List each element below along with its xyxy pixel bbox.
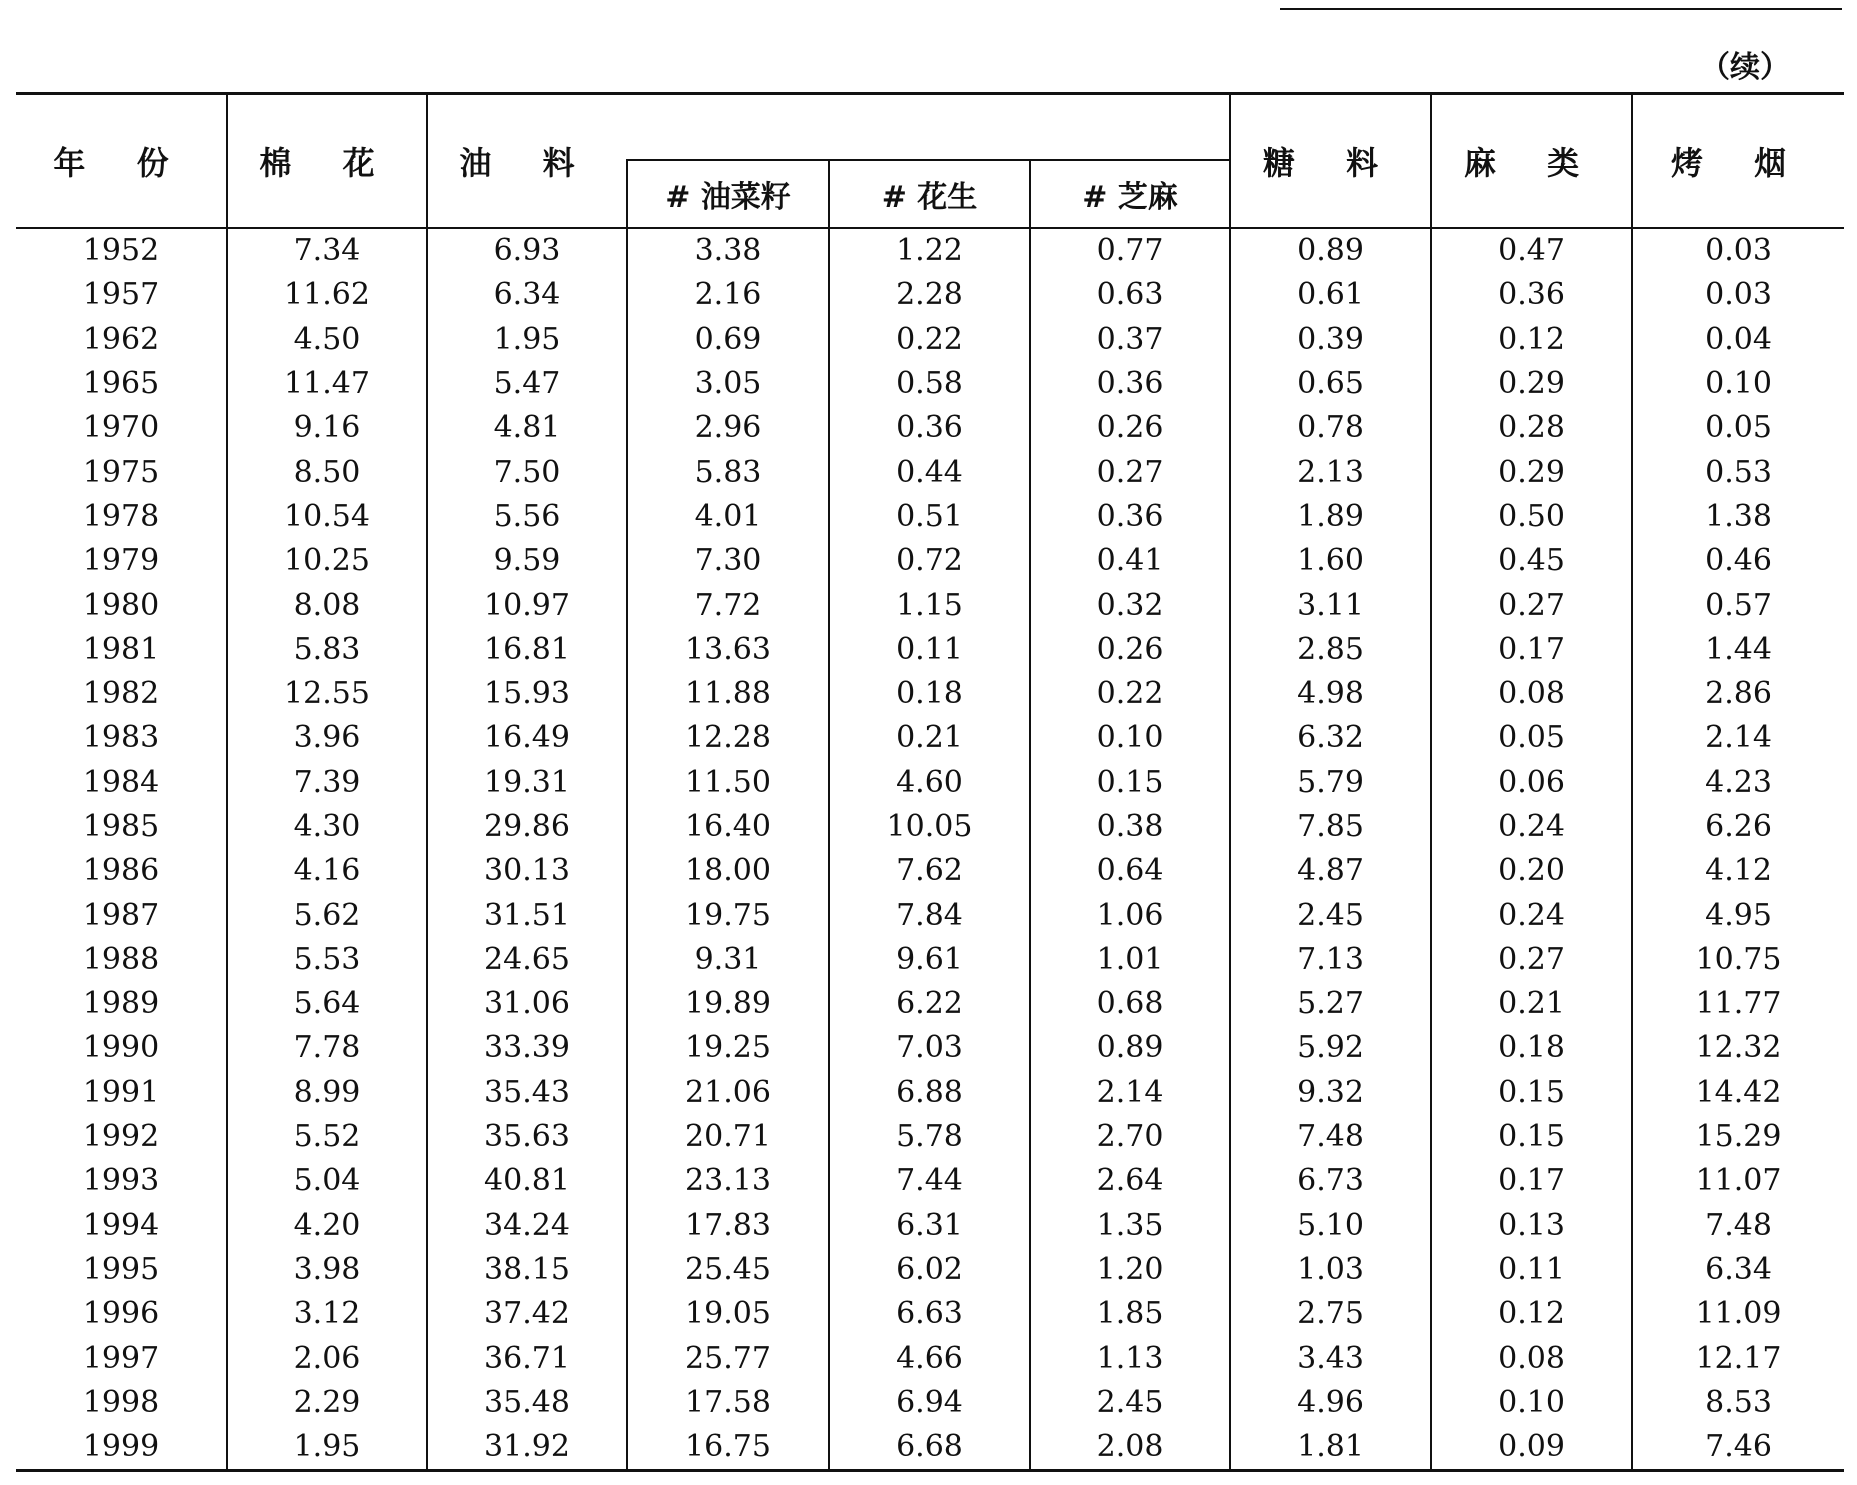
- cell-year: 1962: [82, 321, 160, 357]
- cell-year: 1983: [82, 720, 160, 756]
- cell-rapeseed: 17.83: [627, 1204, 829, 1248]
- cell-sesame: 0.41: [1030, 539, 1230, 583]
- table-row: [16, 1292, 1844, 1336]
- cell-sugar-crops: 5.92: [1230, 1026, 1431, 1070]
- cell-peanut: 6.88: [829, 1071, 1030, 1115]
- cell-flue-cured-tobacco: 7.48: [1632, 1204, 1844, 1248]
- table-row: [16, 938, 1844, 982]
- cell-peanut: 0.18: [829, 672, 1030, 716]
- cell-peanut: 0.44: [829, 450, 1030, 494]
- cell-flue-cured-tobacco: 6.26: [1632, 805, 1844, 849]
- cell-year: 1980: [82, 587, 160, 623]
- cell-year: 1986: [82, 853, 160, 889]
- cell-sugar-crops: 1.89: [1230, 495, 1431, 539]
- cell-rapeseed: 11.88: [627, 672, 829, 716]
- table-row: [16, 1204, 1844, 1248]
- header-peanut: # 花生: [829, 160, 1030, 228]
- table-row: [16, 318, 1844, 362]
- cell-cotton: 8.08: [227, 583, 427, 627]
- cell-peanut: 0.36: [829, 406, 1030, 450]
- cell-rapeseed: 11.50: [627, 761, 829, 805]
- cell-sugar-crops: 7.85: [1230, 805, 1431, 849]
- cell-rapeseed: 18.00: [627, 849, 829, 893]
- cell-flue-cured-tobacco: 8.53: [1632, 1381, 1844, 1425]
- cell-oilseeds: 24.65: [427, 938, 627, 982]
- cell-rapeseed: 2.16: [627, 273, 829, 317]
- cell-cotton: 11.62: [227, 273, 427, 317]
- cell-sugar-crops: 0.61: [1230, 273, 1431, 317]
- table-row: [16, 583, 1844, 627]
- cell-cotton: 7.34: [227, 228, 427, 273]
- cell-flue-cured-tobacco: 4.12: [1632, 849, 1844, 893]
- header-hemp: 麻 类: [1431, 94, 1632, 229]
- cell-cotton: 8.99: [227, 1071, 427, 1115]
- cell-oilseeds: 4.81: [427, 406, 627, 450]
- table-row: [16, 1381, 1844, 1425]
- cell-oilseeds: 1.95: [427, 318, 627, 362]
- cell-hemp: 0.27: [1431, 583, 1632, 627]
- cell-sugar-crops: 3.43: [1230, 1336, 1431, 1380]
- cell-flue-cured-tobacco: 0.57: [1632, 583, 1844, 627]
- cell-cotton: 4.30: [227, 805, 427, 849]
- cell-sesame: 0.68: [1030, 982, 1230, 1026]
- table-row: [16, 450, 1844, 494]
- cell-peanut: 6.22: [829, 982, 1030, 1026]
- cell-flue-cured-tobacco: 1.44: [1632, 628, 1844, 672]
- cell-sesame: 0.22: [1030, 672, 1230, 716]
- cell-sugar-crops: 7.13: [1230, 938, 1431, 982]
- continued-label: （续）: [1700, 50, 1790, 85]
- cell-peanut: 10.05: [829, 805, 1030, 849]
- cell-rapeseed: 9.31: [627, 938, 829, 982]
- cell-flue-cured-tobacco: 0.03: [1632, 228, 1844, 273]
- cell-oilseeds: 40.81: [427, 1159, 627, 1203]
- cell-year: 1988: [82, 941, 160, 977]
- cell-sugar-crops: 4.87: [1230, 849, 1431, 893]
- cell-peanut: 7.84: [829, 893, 1030, 937]
- cell-peanut: 6.63: [829, 1292, 1030, 1336]
- table-row: [16, 228, 1844, 273]
- cell-year: 1984: [82, 764, 160, 800]
- table-row: [16, 1026, 1844, 1070]
- cell-sesame: 0.89: [1030, 1026, 1230, 1070]
- cell-oilseeds: 31.06: [427, 982, 627, 1026]
- table-row: [16, 1071, 1844, 1115]
- table-row: [16, 805, 1844, 849]
- cell-year: 1989: [82, 986, 160, 1022]
- cell-oilseeds: 36.71: [427, 1336, 627, 1380]
- cell-rapeseed: 13.63: [627, 628, 829, 672]
- top-rule: [1280, 8, 1842, 10]
- cell-flue-cured-tobacco: 10.75: [1632, 938, 1844, 982]
- cell-hemp: 0.11: [1431, 1248, 1632, 1292]
- cell-flue-cured-tobacco: 11.77: [1632, 982, 1844, 1026]
- cell-oilseeds: 6.93: [427, 228, 627, 273]
- cell-sesame: 0.36: [1030, 495, 1230, 539]
- cell-hemp: 0.13: [1431, 1204, 1632, 1248]
- cell-sesame: 1.20: [1030, 1248, 1230, 1292]
- cell-oilseeds: 31.51: [427, 893, 627, 937]
- cell-sugar-crops: 6.73: [1230, 1159, 1431, 1203]
- cell-rapeseed: 16.40: [627, 805, 829, 849]
- cell-year: 1970: [82, 410, 160, 446]
- cell-year: 1991: [82, 1074, 160, 1110]
- cell-hemp: 0.24: [1431, 893, 1632, 937]
- cell-rapeseed: 4.01: [627, 495, 829, 539]
- cell-peanut: 0.72: [829, 539, 1030, 583]
- cell-peanut: 6.68: [829, 1425, 1030, 1471]
- cell-cotton: 3.12: [227, 1292, 427, 1336]
- cell-hemp: 0.24: [1431, 805, 1632, 849]
- cell-sugar-crops: 0.39: [1230, 318, 1431, 362]
- table-row: [16, 1425, 1844, 1471]
- cell-sugar-crops: 5.79: [1230, 761, 1431, 805]
- cell-cotton: 5.53: [227, 938, 427, 982]
- cell-peanut: 9.61: [829, 938, 1030, 982]
- cell-hemp: 0.18: [1431, 1026, 1632, 1070]
- cell-sesame: 0.64: [1030, 849, 1230, 893]
- cell-sesame: 0.63: [1030, 273, 1230, 317]
- cell-sugar-crops: 0.89: [1230, 228, 1431, 273]
- cell-rapeseed: 12.28: [627, 716, 829, 760]
- cell-hemp: 0.08: [1431, 672, 1632, 716]
- cell-sugar-crops: 5.10: [1230, 1204, 1431, 1248]
- cell-cotton: 10.25: [227, 539, 427, 583]
- cell-oilseeds: 5.47: [427, 362, 627, 406]
- table-row: [16, 1159, 1844, 1203]
- cell-year: 1975: [82, 454, 160, 490]
- cell-hemp: 0.05: [1431, 716, 1632, 760]
- cell-flue-cured-tobacco: 0.53: [1632, 450, 1844, 494]
- cell-hemp: 0.10: [1431, 1381, 1632, 1425]
- cell-flue-cured-tobacco: 15.29: [1632, 1115, 1844, 1159]
- table-row: [16, 982, 1844, 1026]
- cell-sesame: 2.08: [1030, 1425, 1230, 1471]
- table-row: [16, 893, 1844, 937]
- table-row: [16, 406, 1844, 450]
- cell-cotton: 5.64: [227, 982, 427, 1026]
- cell-rapeseed: 19.05: [627, 1292, 829, 1336]
- cell-oilseeds: 35.48: [427, 1381, 627, 1425]
- cell-hemp: 0.29: [1431, 450, 1632, 494]
- cell-oilseeds: 16.81: [427, 628, 627, 672]
- cell-year: 1995: [82, 1251, 160, 1287]
- cell-cotton: 5.62: [227, 893, 427, 937]
- cell-peanut: 6.31: [829, 1204, 1030, 1248]
- cell-rapeseed: 16.75: [627, 1425, 829, 1471]
- cell-rapeseed: 25.45: [627, 1248, 829, 1292]
- cell-cotton: 9.16: [227, 406, 427, 450]
- cell-peanut: 1.22: [829, 228, 1030, 273]
- cell-oilseeds: 16.49: [427, 716, 627, 760]
- cell-hemp: 0.09: [1431, 1425, 1632, 1471]
- cell-peanut: 2.28: [829, 273, 1030, 317]
- table-row: [16, 495, 1844, 539]
- cell-rapeseed: 17.58: [627, 1381, 829, 1425]
- cell-cotton: 11.47: [227, 362, 427, 406]
- cell-rapeseed: 21.06: [627, 1071, 829, 1115]
- cell-oilseeds: 37.42: [427, 1292, 627, 1336]
- header-cotton: 棉 花: [227, 94, 427, 229]
- header-sugar-crops: 糖 料: [1230, 94, 1431, 229]
- cell-peanut: 4.66: [829, 1336, 1030, 1380]
- table-row: [16, 628, 1844, 672]
- cell-rapeseed: 3.38: [627, 228, 829, 273]
- cell-sesame: 1.01: [1030, 938, 1230, 982]
- cell-sesame: 1.85: [1030, 1292, 1230, 1336]
- table-row: [16, 716, 1844, 760]
- cell-flue-cured-tobacco: 6.34: [1632, 1248, 1844, 1292]
- cell-year: 1996: [82, 1296, 160, 1332]
- cell-peanut: 0.58: [829, 362, 1030, 406]
- cell-hemp: 0.21: [1431, 982, 1632, 1026]
- cell-hemp: 0.45: [1431, 539, 1632, 583]
- cell-peanut: 4.60: [829, 761, 1030, 805]
- cell-flue-cured-tobacco: 4.23: [1632, 761, 1844, 805]
- cell-sugar-crops: 9.32: [1230, 1071, 1431, 1115]
- cell-sugar-crops: 2.75: [1230, 1292, 1431, 1336]
- header-oilseeds-breakdown: [627, 94, 1230, 161]
- cell-year: 1998: [82, 1384, 160, 1420]
- cell-year: 1994: [82, 1207, 160, 1243]
- cell-year: 1993: [82, 1163, 160, 1199]
- cell-year: 1981: [82, 631, 160, 667]
- cell-peanut: 6.94: [829, 1381, 1030, 1425]
- header-year: 年 份: [16, 94, 227, 229]
- cell-sesame: 2.70: [1030, 1115, 1230, 1159]
- cell-oilseeds: 31.92: [427, 1425, 627, 1471]
- cell-cotton: 3.98: [227, 1248, 427, 1292]
- cell-cotton: 1.95: [227, 1425, 427, 1471]
- cell-sesame: 0.77: [1030, 228, 1230, 273]
- cell-cotton: 7.78: [227, 1026, 427, 1070]
- cell-sugar-crops: 5.27: [1230, 982, 1431, 1026]
- cell-flue-cured-tobacco: 0.10: [1632, 362, 1844, 406]
- table-row: [16, 1115, 1844, 1159]
- cell-sesame: 1.35: [1030, 1204, 1230, 1248]
- table-row: [16, 672, 1844, 716]
- cell-sesame: 0.10: [1030, 716, 1230, 760]
- cell-rapeseed: 19.25: [627, 1026, 829, 1070]
- cell-year: 1985: [82, 809, 160, 844]
- cell-cotton: 5.04: [227, 1159, 427, 1203]
- table-row: [16, 1336, 1844, 1380]
- cell-peanut: 0.51: [829, 495, 1030, 539]
- cell-hemp: 0.08: [1431, 1336, 1632, 1380]
- cell-sugar-crops: 2.85: [1230, 628, 1431, 672]
- cell-cotton: 4.16: [227, 849, 427, 893]
- cell-cotton: 5.52: [227, 1115, 427, 1159]
- cell-flue-cured-tobacco: 2.86: [1632, 672, 1844, 716]
- table-row: [16, 849, 1844, 893]
- cell-sesame: 2.64: [1030, 1159, 1230, 1203]
- cell-rapeseed: 19.75: [627, 893, 829, 937]
- cell-peanut: 7.44: [829, 1159, 1030, 1203]
- cell-rapeseed: 7.30: [627, 539, 829, 583]
- cell-rapeseed: 7.72: [627, 583, 829, 627]
- cell-oilseeds: 9.59: [427, 539, 627, 583]
- header-flue-cured-tobacco: 烤 烟: [1632, 94, 1844, 229]
- cell-peanut: 7.62: [829, 849, 1030, 893]
- cell-flue-cured-tobacco: 0.03: [1632, 273, 1844, 317]
- cell-sugar-crops: 2.13: [1230, 450, 1431, 494]
- cell-year: 1990: [82, 1030, 160, 1066]
- cell-rapeseed: 5.83: [627, 450, 829, 494]
- cell-hemp: 0.12: [1431, 318, 1632, 362]
- cell-sugar-crops: 1.81: [1230, 1425, 1431, 1471]
- cell-sugar-crops: 6.32: [1230, 716, 1431, 760]
- cell-oilseeds: 35.63: [427, 1115, 627, 1159]
- cell-sesame: 0.26: [1030, 628, 1230, 672]
- cell-oilseeds: 15.93: [427, 672, 627, 716]
- crop-data-table: [16, 92, 1844, 1472]
- cell-sugar-crops: 0.65: [1230, 362, 1431, 406]
- cell-sugar-crops: 3.11: [1230, 583, 1431, 627]
- cell-cotton: 2.06: [227, 1336, 427, 1380]
- cell-oilseeds: 38.15: [427, 1248, 627, 1292]
- cell-oilseeds: 35.43: [427, 1071, 627, 1115]
- cell-oilseeds: 7.50: [427, 450, 627, 494]
- cell-rapeseed: 19.89: [627, 982, 829, 1026]
- cell-sugar-crops: 7.48: [1230, 1115, 1431, 1159]
- table-body: [16, 228, 1844, 1471]
- cell-sesame: 0.27: [1030, 450, 1230, 494]
- cell-hemp: 0.27: [1431, 938, 1632, 982]
- cell-year: 1978: [82, 498, 160, 534]
- cell-cotton: 10.54: [227, 495, 427, 539]
- cell-hemp: 0.36: [1431, 273, 1632, 317]
- cell-flue-cured-tobacco: 4.95: [1632, 893, 1844, 937]
- cell-hemp: 0.28: [1431, 406, 1632, 450]
- cell-sesame: 0.26: [1030, 406, 1230, 450]
- cell-oilseeds: 30.13: [427, 849, 627, 893]
- cell-sugar-crops: 4.96: [1230, 1381, 1431, 1425]
- cell-sesame: 2.14: [1030, 1071, 1230, 1115]
- cell-flue-cured-tobacco: 1.38: [1632, 495, 1844, 539]
- cell-cotton: 4.50: [227, 318, 427, 362]
- cell-flue-cured-tobacco: 2.14: [1632, 716, 1844, 760]
- cell-oilseeds: 34.24: [427, 1204, 627, 1248]
- cell-cotton: 2.29: [227, 1381, 427, 1425]
- cell-year: 1997: [82, 1340, 160, 1376]
- cell-flue-cured-tobacco: 12.32: [1632, 1026, 1844, 1070]
- cell-flue-cured-tobacco: 0.04: [1632, 318, 1844, 362]
- cell-oilseeds: 6.34: [427, 273, 627, 317]
- header-oilseeds: 油 料: [427, 94, 627, 229]
- cell-rapeseed: 0.69: [627, 318, 829, 362]
- cell-cotton: 12.55: [227, 672, 427, 716]
- cell-hemp: 0.15: [1431, 1115, 1632, 1159]
- cell-year: 1952: [82, 233, 160, 269]
- cell-rapeseed: 25.77: [627, 1336, 829, 1380]
- cell-peanut: 0.22: [829, 318, 1030, 362]
- cell-flue-cured-tobacco: 0.46: [1632, 539, 1844, 583]
- cell-flue-cured-tobacco: 7.46: [1632, 1425, 1844, 1471]
- table-row: [16, 362, 1844, 406]
- cell-flue-cured-tobacco: 14.42: [1632, 1071, 1844, 1115]
- cell-flue-cured-tobacco: 11.07: [1632, 1159, 1844, 1203]
- cell-flue-cured-tobacco: 12.17: [1632, 1336, 1844, 1380]
- cell-hemp: 0.06: [1431, 761, 1632, 805]
- cell-peanut: 0.11: [829, 628, 1030, 672]
- cell-cotton: 8.50: [227, 450, 427, 494]
- cell-peanut: 5.78: [829, 1115, 1030, 1159]
- cell-hemp: 0.29: [1431, 362, 1632, 406]
- table-row: [16, 539, 1844, 583]
- cell-sugar-crops: 4.98: [1230, 672, 1431, 716]
- cell-sugar-crops: 1.03: [1230, 1248, 1431, 1292]
- cell-flue-cured-tobacco: 11.09: [1632, 1292, 1844, 1336]
- cell-oilseeds: 5.56: [427, 495, 627, 539]
- cell-oilseeds: 29.86: [427, 805, 627, 849]
- cell-sesame: 0.36: [1030, 362, 1230, 406]
- cell-sugar-crops: 1.60: [1230, 539, 1431, 583]
- cell-cotton: 4.20: [227, 1204, 427, 1248]
- cell-rapeseed: 23.13: [627, 1159, 829, 1203]
- cell-hemp: 0.20: [1431, 849, 1632, 893]
- cell-year: 1957: [82, 277, 160, 313]
- table-row: [16, 1248, 1844, 1292]
- cell-cotton: 7.39: [227, 761, 427, 805]
- cell-peanut: 7.03: [829, 1026, 1030, 1070]
- cell-sesame: 0.38: [1030, 805, 1230, 849]
- cell-sugar-crops: 0.78: [1230, 406, 1431, 450]
- cell-hemp: 0.12: [1431, 1292, 1632, 1336]
- cell-sesame: 0.32: [1030, 583, 1230, 627]
- cell-hemp: 0.50: [1431, 495, 1632, 539]
- cell-rapeseed: 2.96: [627, 406, 829, 450]
- cell-year: 1999: [82, 1429, 160, 1465]
- cell-sugar-crops: 2.45: [1230, 893, 1431, 937]
- cell-sesame: 2.45: [1030, 1381, 1230, 1425]
- cell-year: 1979: [82, 543, 160, 579]
- cell-oilseeds: 10.97: [427, 583, 627, 627]
- cell-hemp: 0.17: [1431, 1159, 1632, 1203]
- header-sesame: # 芝麻: [1030, 160, 1230, 228]
- cell-rapeseed: 3.05: [627, 362, 829, 406]
- cell-hemp: 0.17: [1431, 628, 1632, 672]
- table-row: [16, 761, 1844, 805]
- cell-year: 1987: [82, 897, 160, 933]
- cell-flue-cured-tobacco: 0.05: [1632, 406, 1844, 450]
- cell-hemp: 0.15: [1431, 1071, 1632, 1115]
- cell-year: 1982: [82, 676, 160, 712]
- cell-cotton: 3.96: [227, 716, 427, 760]
- cell-rapeseed: 20.71: [627, 1115, 829, 1159]
- cell-sesame: 1.06: [1030, 893, 1230, 937]
- table-row: [16, 273, 1844, 317]
- cell-year: 1965: [82, 366, 160, 402]
- header-rapeseed: # 油菜籽: [627, 160, 829, 228]
- cell-peanut: 0.21: [829, 716, 1030, 760]
- cell-sesame: 1.13: [1030, 1336, 1230, 1380]
- cell-year: 1992: [82, 1119, 160, 1155]
- cell-sesame: 0.37: [1030, 318, 1230, 362]
- cell-sesame: 0.15: [1030, 761, 1230, 805]
- cell-oilseeds: 33.39: [427, 1026, 627, 1070]
- cell-oilseeds: 19.31: [427, 761, 627, 805]
- cell-peanut: 6.02: [829, 1248, 1030, 1292]
- cell-cotton: 5.83: [227, 628, 427, 672]
- cell-peanut: 1.15: [829, 583, 1030, 627]
- cell-hemp: 0.47: [1431, 228, 1632, 273]
